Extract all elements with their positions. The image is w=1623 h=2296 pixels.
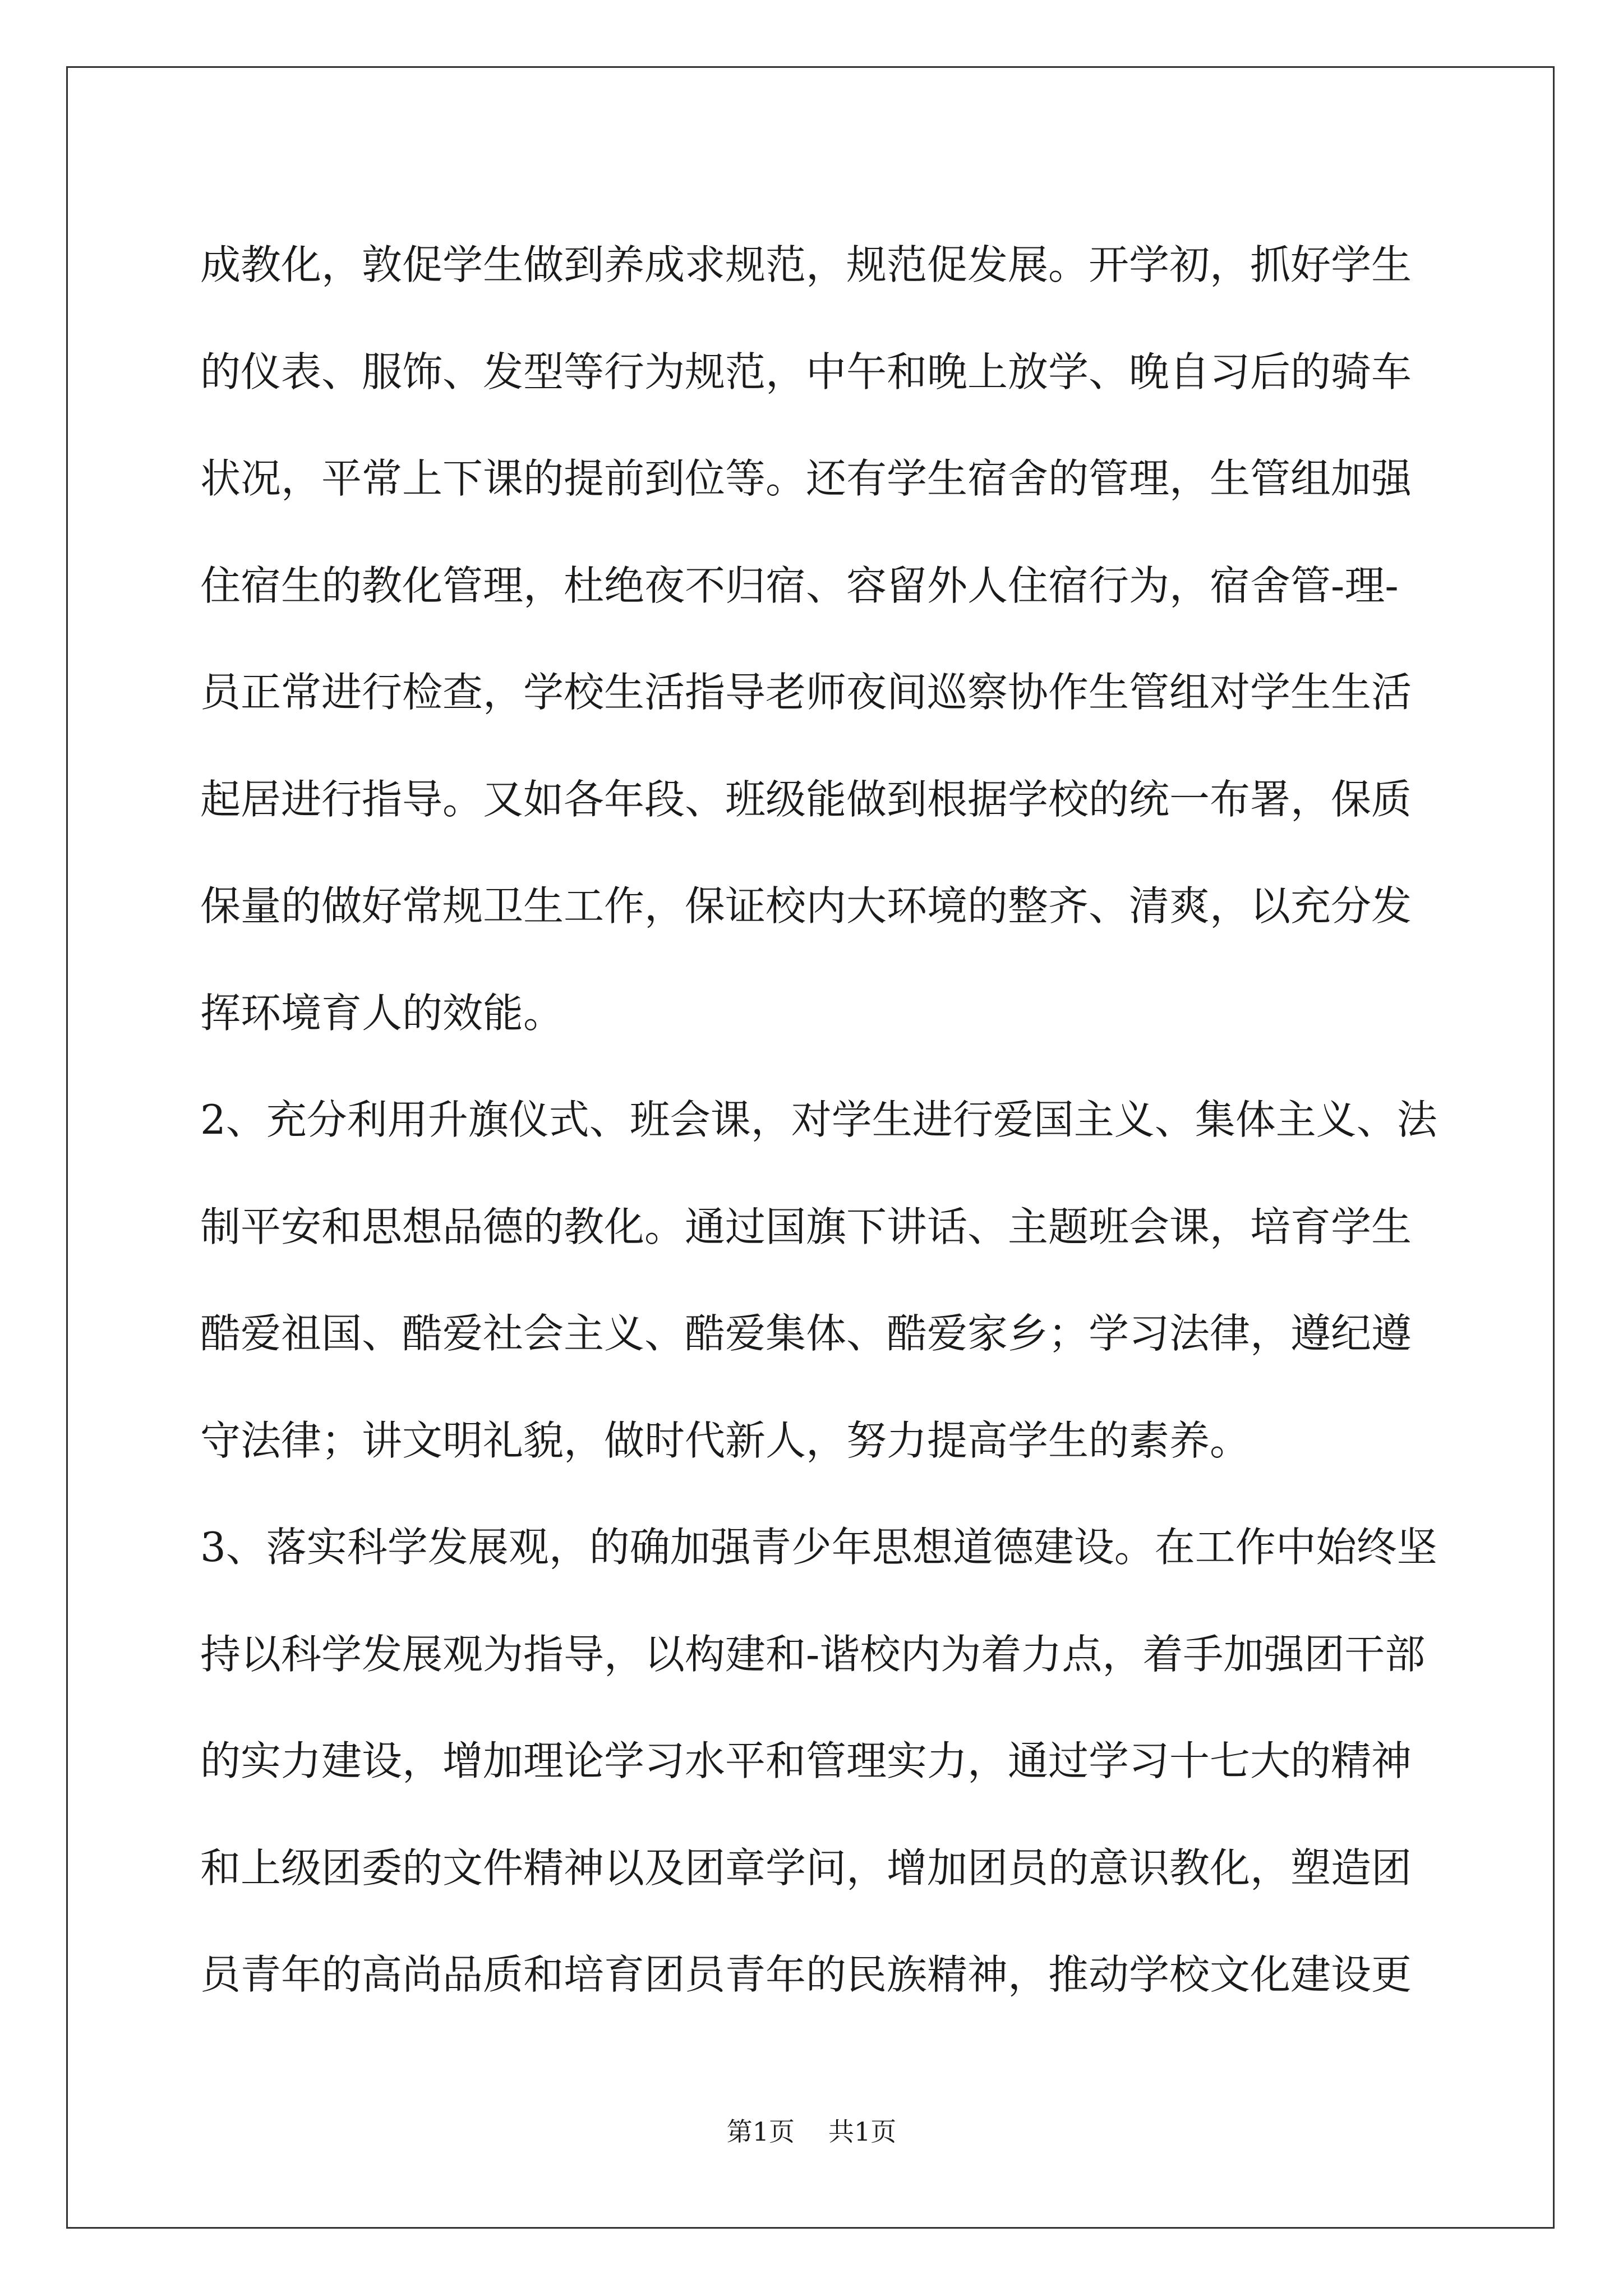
- page-footer: [0, 2115, 1623, 2148]
- text-line: 制平安和思想品德的教化。通过国旗下讲话、主题班会课，培育学生: [200, 1203, 1412, 1250]
- text-line: 和上级团委的文件精神以及团章学问，增加团员的意识教化，塑造团: [200, 1844, 1412, 1892]
- document-body: [200, 211, 1437, 2028]
- text-line: 起居进行指导。又如各年段、班级能做到根据学校的统一布署，保质: [200, 775, 1412, 823]
- text-line: 住宿生的教化管理，杜绝夜不归宿、容留外人住宿行为，宿舍管-理-: [200, 562, 1399, 609]
- text-line: 员正常进行检查，学校生活指导老师夜间巡察协作生管组对学生生活: [200, 669, 1412, 716]
- text-line: 3、落实科学发展观，的确加强青少年思想道德建设。在工作中始终坚: [200, 1524, 1437, 1571]
- page-total: 共1页: [828, 2116, 897, 2147]
- page-number: 第1页: [726, 2116, 795, 2147]
- text-line: 的仪表、服饰、发型等行为规范，中午和晚上放学、晚自习后的骑车: [200, 348, 1412, 395]
- text-line: 守法律；讲文明礼貌，做时代新人，努力提高学生的素养。: [200, 1416, 1251, 1464]
- text-line: 员青年的高尚品质和培育团员青年的民族精神，推动学校文化建设更: [200, 1951, 1412, 1998]
- text-line: 成教化，敦促学生做到养成求规范，规范促发展。开学初，抓好学生: [200, 241, 1412, 288]
- text-line: 挥环境育人的效能。: [200, 989, 564, 1037]
- text-line: 持以科学发展观为指导，以构建和-谐校内为着力点，着手加强团干部: [200, 1630, 1426, 1678]
- text-line: 2、充分利用升旗仪式、班会课，对学生进行爱国主义、集体主义、法: [200, 1096, 1437, 1143]
- text-line: 酷爱祖国、酷爱社会主义、酷爱集体、酷爱家乡；学习法律，遵纪遵: [200, 1310, 1412, 1357]
- text-line: 的实力建设，增加理论学习水平和管理实力，通过学习十七大的精神: [200, 1737, 1412, 1784]
- text-line: 状况，平常上下课的提前到位等。还有学生宿舍的管理，生管组加强: [200, 455, 1412, 502]
- text-line: 保量的做好常规卫生工作，保证校内大环境的整齐、清爽，以充分发: [200, 882, 1412, 930]
